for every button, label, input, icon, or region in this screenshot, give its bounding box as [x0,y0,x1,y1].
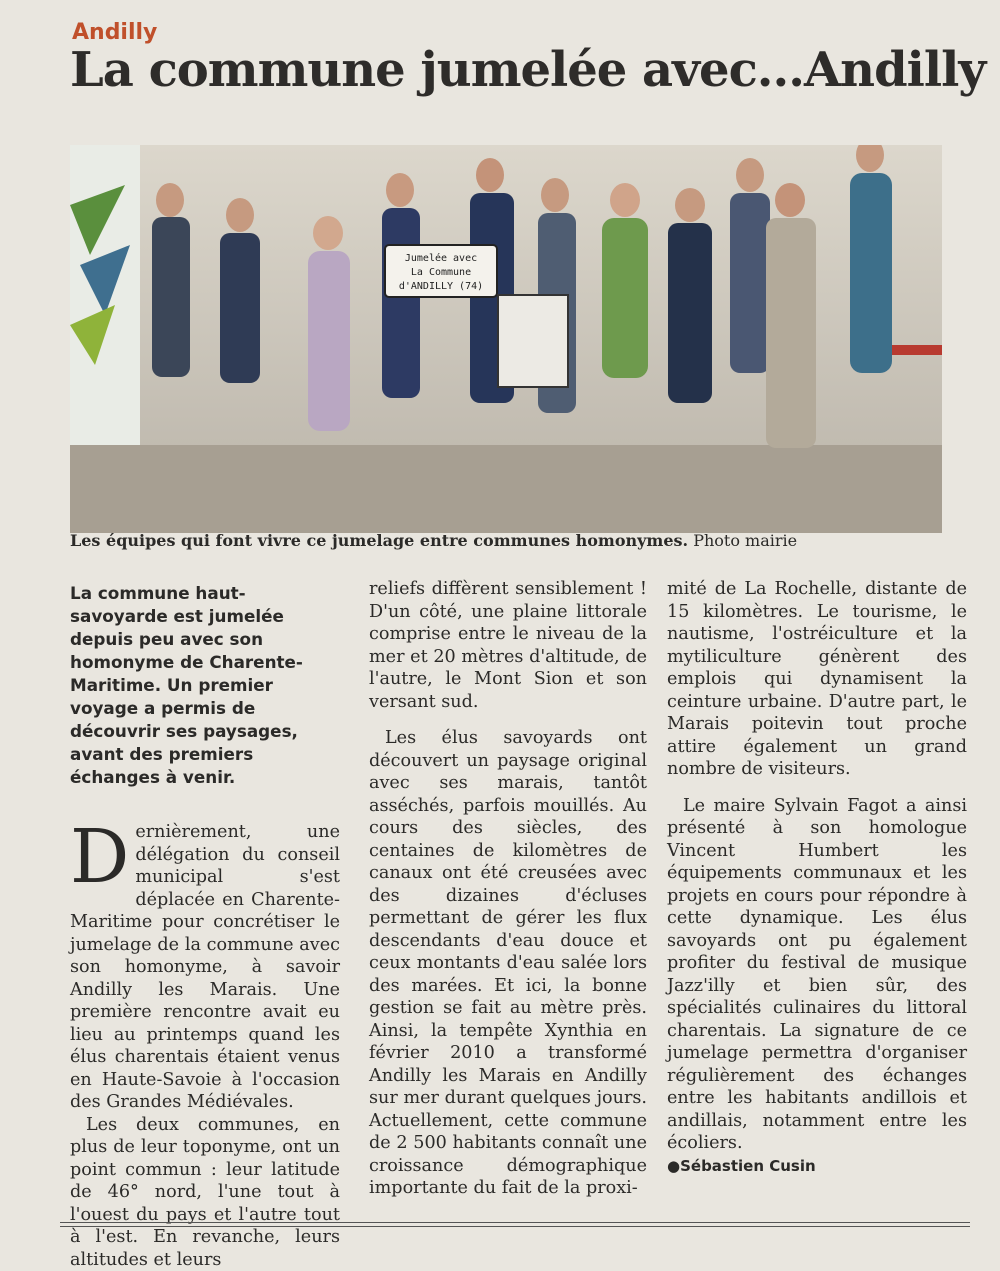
paragraph-text: ernièrement, une délégation du conseil municipal s'est déplacée en Charente-Maritime pour concrétiser le jumelage de la commune avec son homonyme, à savoir Andilly les Marais. Une première rencontre avait eu lieu au printemps quand les élus charentais étaient venus en Haute-Savoie à l'occasion des Grandes Médiévales. [70,822,340,1112]
paragraph: mité de La Rochelle, distante de 15 kilomètres. Le tourisme, le nautisme, l'ostréiculture et la mytiliculture génèrent des emplois qui dynamisent la ceinture urbaine. D'autre part, le Marais poitevin tout proche attire également un grand nombre de visiteurs. [667,578,967,781]
headline: La commune jumelée avec...Andilly [70,42,985,98]
photo-credit: Photo mairie [693,531,797,550]
paragraph: reliefs diffèrent sensiblement ! D'un côté, une plaine littorale comprise entre le niveau de la mer et 20 mètres d'altitude, de l'autre, le Mont Sion et son versant sud. [369,578,647,713]
column-2 [369,578,647,1200]
chapo: La commune haut-savoyarde est jumelée depuis peu avec son homonyme de Charente-Maritime. Un premier voyage a permis de découvrir ses paysages, avant des premiers échanges à venir. [70,582,340,789]
sign-line: Jumelée avec [405,252,477,264]
caption-text: Les équipes qui font vivre ce jumelage entre communes homonymes. [70,531,688,550]
paragraph: Le maire Sylvain Fagot a ainsi présenté à son homologue Vincent Humbert les équipements communaux et les projets en cours pour répondre à cette dynamique. Les élus savoyards ont pu également profiter du festival de musique Jazz'illy et bien sûr, des spécialités culinaires du littoral charentais. La signature de ce jumelage permettra d'organiser régulièrement des échanges entre les habitants andillois et andillais, notamment entre les écoliers. [667,795,967,1155]
kicker: Andilly [72,20,157,45]
sign-line: La Commune [411,267,471,278]
article-photo [70,145,942,533]
paragraph [70,821,340,1114]
column-3 [667,578,967,1177]
sign-line: d'ANDILLY (74) [399,281,483,292]
bottom-rule [60,1222,970,1227]
dropcap: D [70,825,129,889]
paragraph: Les élus savoyards ont découvert un paysage original avec ses marais, tantôt asséchés, parfois mouillés. Au cours des siècles, des centaines de kilomètres de canaux ont été creusées avec des dizaines d'écluses permettant de gérer les flux descendants d'eau douce et ceux montants d'eau salée lors des marées. Et ici, la bonne gestion se fait au mètre près. Ainsi, la tempête Xynthia en février 2010 a transformé Andilly les Marais en Andilly sur mer durant quelques jours. Actuellement, cette commune de 2 500 habitants connaît une croissance démographique importante du fait de la proxi- [369,727,647,1200]
paragraph: Les deux communes, en plus de leur toponyme, ont un point commun : leur latitude de 46° nord, l'une tout à l'ouest du pays et l'autre tout à l'est. En revanche, leurs altitudes et leurs [70,1114,340,1271]
photo-caption [70,531,797,550]
author-signature: ●Sébastien Cusin [667,1155,967,1178]
group-photo-illustration [70,145,942,533]
column-1 [70,582,340,1271]
